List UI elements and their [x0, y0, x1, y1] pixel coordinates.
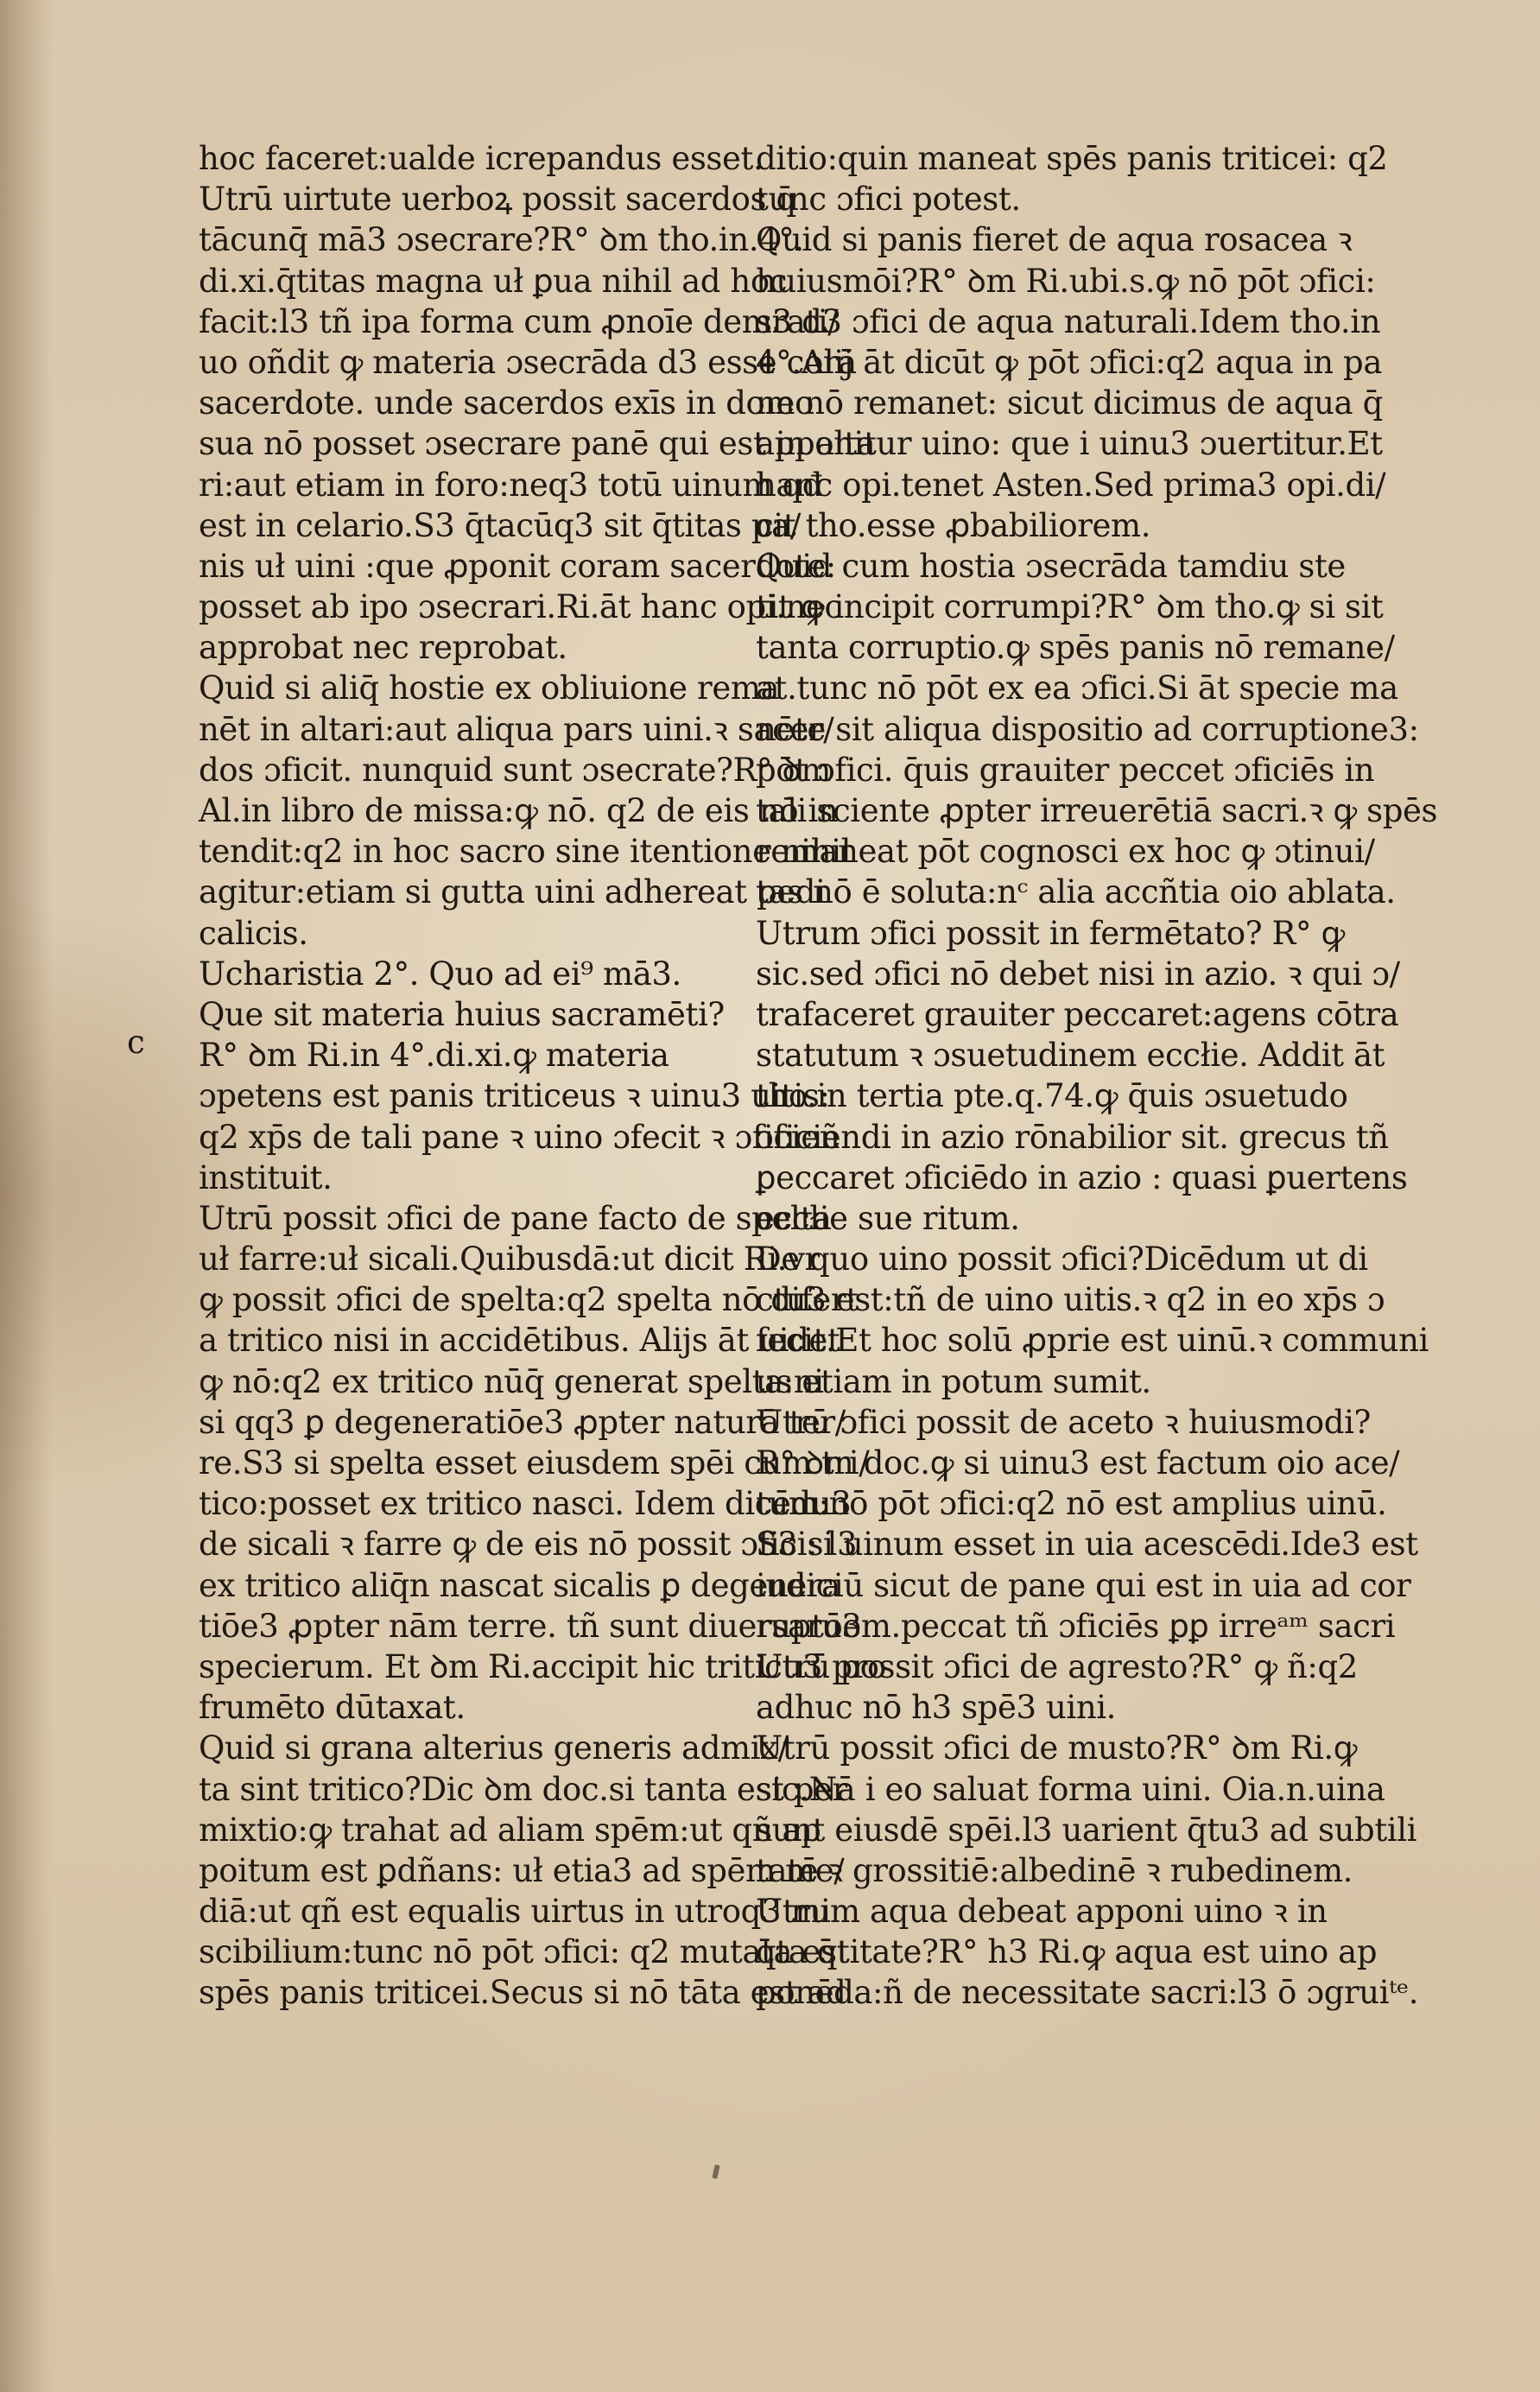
text-line: huiusmōi?R° ꝺm Ri.ubi.s.ꝙ nō pōt ɔfici:: [756, 262, 1376, 300]
text-line: ne nō remanet: sicut dicimus de aqua q̄: [756, 384, 1383, 422]
text-line: si qq3 ꝑ degeneratiōe3 ꝓpter naturā ter/: [199, 1403, 846, 1441]
text-line: s3 d3 ɔfici de aqua naturali.Idem tho.in: [756, 302, 1381, 340]
text-line: R° ꝺm Ri.in 4°.di.xi.ꝙ materia: [199, 1037, 669, 1075]
text-line: ctu3 est:tñ de uino uitis.ꝛ q2 in eo xp̄s ɔ: [756, 1281, 1385, 1319]
text-line: ditio:quin maneat spēs panis triticei: q2: [756, 140, 1388, 177]
text-line: poitum est ꝑdñans: uł etia3 ad spēm me/: [199, 1851, 845, 1889]
text-line: fecit.Et hoc solū ꝓprie est uinū.ꝛ communi: [756, 1322, 1429, 1360]
text-line: Utrum ɔfici possit in fermētato? R° ꝙ: [756, 914, 1345, 952]
text-line: uo oñdit ꝙ materia ɔsecrāda d3 esse corā: [199, 343, 857, 381]
text-line: sunt eiusdē spēi.l3 uarient q̄tu3 ad subtili: [756, 1811, 1417, 1849]
text-line: hoc faceret:ualde icrepandus esset.: [199, 140, 764, 177]
text-line: ruptōem.peccat tñ ɔficiēs ꝑꝑ irreᵃᵐ sacri: [756, 1607, 1396, 1645]
text-line: di.xi.q̄titas magna uł ꝑua nihil ad hoc: [199, 262, 788, 300]
text-line: specierum. Et ꝺm Ri.accipit hic triticu3 pro: [199, 1647, 886, 1685]
text-line: cit tho.esse ꝓbabiliorem.: [756, 506, 1151, 544]
text-line: tiōe3 ꝓpter nām terre. tñ sunt diuersaru3: [199, 1607, 862, 1645]
text-line: S3 si uinum esset in uia acescēdi.Ide3 est: [756, 1526, 1418, 1564]
text-line: at.tunc nō pōt ex ea ɔfici.Si āt specie ma: [756, 669, 1398, 707]
text-line: mixtio:ꝙ trahat ad aliam spēm:ut qñ ap: [199, 1811, 821, 1849]
text-line: uł farre:uł sicali.Quibusdā:ut dicit Ri.vr: [199, 1240, 820, 1278]
text-line: est in celario.S3 q̄tacūq3 sit q̄titas pa/: [199, 506, 801, 544]
text-line: ri:aut etiam in foro:neq3 totū uinum qđ: [199, 466, 823, 504]
text-line: Utrū ɔfici possit de aceto ꝛ huiusmodi?: [756, 1403, 1371, 1441]
text-line: ɔficiendi in azio rōnabilior sit. grecus tñ: [756, 1118, 1389, 1156]
text-line: us etiam in potum sumit.: [756, 1362, 1151, 1400]
text-line: agitur:etiam si gutta uini adhereat pedi: [199, 873, 826, 911]
text-line: posset ab ipo ɔsecrari.Ri.āt hanc opi.nec: [199, 588, 842, 626]
text-line: nēt in altari:aut aliqua pars uini.ꝛ sacer/: [199, 710, 834, 748]
text-line: sua nō posset ɔsecrare panē qui est in alta: [199, 425, 876, 463]
text-line: 4°.Alij āt dicūt ꝙ pōt ɔfici:q2 aqua in pa: [756, 343, 1382, 381]
text-line: Utrum aqua debeat apponi uino ꝛ in: [756, 1893, 1328, 1931]
text-line: tas nō ē soluta:nᶜ alia accñtia oio ablata.: [756, 873, 1396, 911]
text-line: eccłie sue ritum.: [756, 1199, 1020, 1237]
text-line: tico:posset ex tritico nasci. Idem dicēdu3: [199, 1485, 852, 1523]
text-line: hanc opi.tenet Asten.Sed prima3 opi.di/: [756, 466, 1386, 504]
text-line: frumēto dūtaxat.: [199, 1689, 466, 1727]
text-line: statutum ꝛ ɔsuetudinem eccłie. Addit āt: [756, 1037, 1385, 1075]
text-line: instituit.: [199, 1158, 333, 1196]
text-line: sacerdote. unde sacerdos exīs in domo: [199, 384, 814, 422]
text-line: iudiciū sicut de pane qui est in uia ad cor: [756, 1566, 1411, 1604]
text-line: Quid si panis fieret de aqua rosacea ꝛ: [756, 221, 1353, 259]
text-line: scibilium:tunc nō pōt ɔfici: q2 mutata est: [199, 1933, 850, 1971]
text-line: adhuc nō h3 spē3 uini.: [756, 1689, 1117, 1727]
text-line: calicis.: [199, 914, 308, 952]
text-line: de sicali ꝛ farre ꝙ de eis nō possit ɔfici: l3: [199, 1526, 858, 1564]
text-line: ta sint tritico?Dic ꝺm doc.si tanta est per: [199, 1770, 847, 1808]
text-line: pōt ɔfici. q̄uis grauiter peccet ɔficiēs in: [756, 751, 1375, 789]
text-line: a tritico nisi in accidētibus. Alijs āt uidet: [199, 1322, 840, 1360]
text-line: tanta corruptio.ꝙ spēs panis nō remane/: [756, 629, 1395, 667]
text-line: Quid si aliq̄ hostie ex obliuione rema: [199, 669, 780, 707]
text-line: ꝙ nō:q2 ex tritico nūq̄ generat spelta:ni: [199, 1362, 824, 1400]
text-line: tunc ɔfici potest.: [756, 181, 1021, 219]
text-line: q2 xp̄s de tali pane ꝛ uino ɔfecit ꝛ ɔficieñ: [199, 1118, 840, 1156]
text-line: Ucharistia 2°. Quo ad ei⁹ mā3.: [199, 955, 681, 993]
text-line: Quid cum hostia ɔsecrāda tamdiu ste: [756, 547, 1346, 585]
text-line: re.S3 si spelta esset eiusdem spēi cum tri/: [199, 1444, 870, 1482]
binding-shadow: [0, 0, 52, 2392]
text-line: trafaceret grauiter peccaret:agens cōtra: [756, 995, 1399, 1033]
text-line: Al.in libro de missa:ꝙ nō. q2 de eis nō in: [199, 792, 839, 829]
text-line: nēte sit aliqua dispositio ad corruptione3:: [756, 710, 1419, 748]
text-line: spēs panis triticei.Secus si nō tāta est ad: [199, 1974, 846, 2012]
text-line: dos ɔficit. nunquid sunt ɔsecrate?R° ꝺm: [199, 751, 831, 789]
marginal-letter: c: [127, 1024, 145, 1061]
text-line: ꝑeccaret ɔficiēdo in azio : quasi ꝑuertens: [756, 1158, 1408, 1196]
text-line: tho.in tertia pte.q.74.ꝙ q̄uis ɔsuetudo: [756, 1077, 1348, 1115]
text-line: tali sciente ꝓpter irreuerētiā sacri.ꝛ ꝙ spēs: [756, 792, 1438, 829]
text-line: Utrū possit ɔfici de pane facto de spelta: [199, 1199, 832, 1237]
left-text-column: [199, 138, 886, 2014]
text-line: Quid si grana alterius generis admix/: [199, 1729, 789, 1767]
text-line: ꝙ possit ɔfici de spelta:q2 spelta nō difert: [199, 1281, 859, 1319]
text-line: tatē ꝛ grossitiē:albedinē ꝛ rubedinem.: [756, 1851, 1353, 1889]
text-line: ex tritico aliq̄n nascat sicalis ꝑ degenera: [199, 1566, 840, 1604]
text-line: Utrū possit ɔfici de musto?R° ꝺm Ri.ꝙ: [756, 1729, 1358, 1767]
text-line: ponēda:ñ de necessitate sacri:l3 ō ɔgruiᵗᵉ.: [756, 1974, 1419, 2012]
text-line: tum:nō pōt ɔfici:q2 nō est amplius uinū.: [756, 1485, 1387, 1523]
text-line: Que sit materia huius sacramēti?: [199, 995, 725, 1033]
text-line: De quo uino possit ɔfici?Dicēdum ut di: [756, 1240, 1368, 1278]
text-line: q̄ta q̄titate?R° h3 Ri.ꝙ aqua est uino ap: [756, 1933, 1378, 1971]
text-line: sic.Nā i eo saluat forma uini. Oia.n.uina: [756, 1770, 1385, 1808]
text-line: apponitur uino: que i uinu3 ɔuertitur.Et: [756, 425, 1383, 463]
text-line: tendit:q2 in hoc sacro sine itentione nihil: [199, 833, 852, 871]
text-line: remaneat pōt cognosci ex hoc ꝙ ɔtinui/: [756, 833, 1375, 871]
text-line: sic.sed ɔfici nō debet nisi in azio. ꝛ qui ɔ/: [756, 955, 1400, 993]
text-line: facit:l3 tñ ipa forma cum ꝓnoīe demrati/: [199, 302, 839, 340]
right-text-column: [756, 138, 1438, 2014]
text-line: Utrū uirtute uerboꝝ possit sacerdos q̄: [199, 181, 796, 219]
text-line: tit ꝙ incipit corrumpi?R° ꝺm tho.ꝙ si sit: [756, 588, 1384, 626]
text-line: nis uł uini :que ꝓponit coram sacerdote:: [199, 547, 836, 585]
text-line: approbat nec reprobat.: [199, 629, 567, 667]
text-line: diā:ut qñ est equalis uirtus in utroq3 mi: [199, 1893, 831, 1931]
text-line: tācunq̄ mā3 ɔsecrare?R° ꝺm tho.in.4°.: [199, 221, 804, 259]
text-line: Utrū possit ɔfici de agresto?R° ꝙ ñ:q2: [756, 1647, 1358, 1685]
text-line: ɔpetens est panis triticeus ꝛ uinu3 uitis:: [199, 1077, 830, 1115]
ink-speck: [712, 2165, 719, 2179]
text-line: R° ꝺm doc.ꝙ si uinu3 est factum oio ace/: [756, 1444, 1400, 1482]
